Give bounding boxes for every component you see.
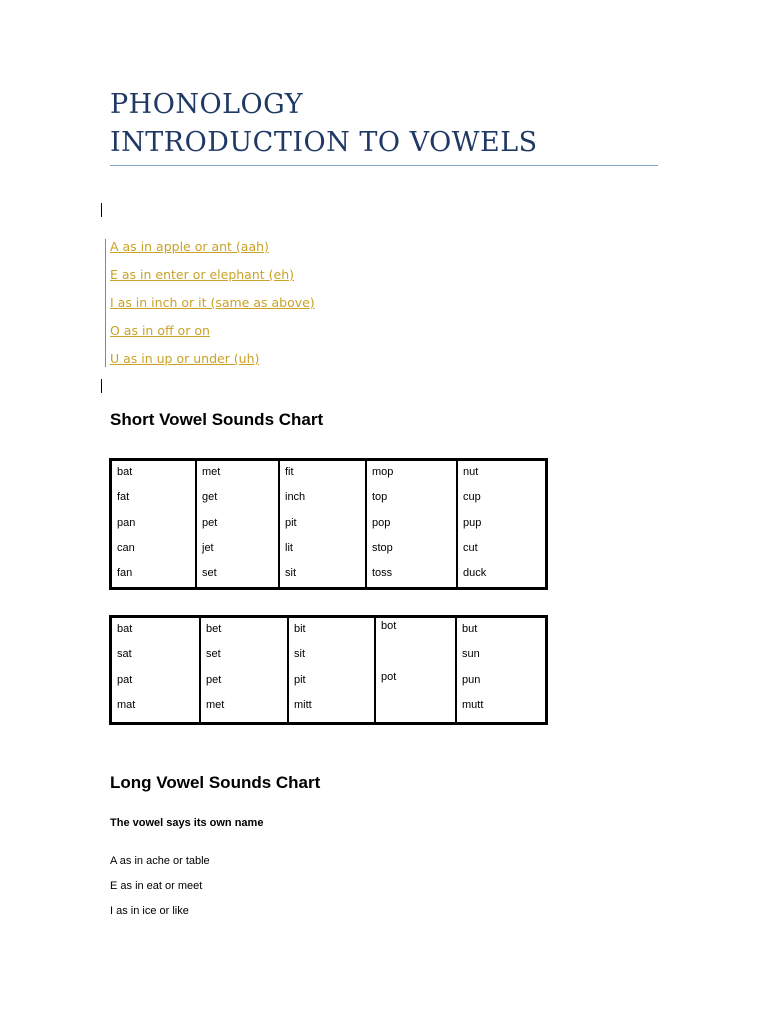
table-cell: cut	[463, 541, 478, 554]
table-cell: jet	[202, 541, 214, 554]
table-cell: pat	[117, 673, 133, 686]
table-cell: bot	[381, 620, 397, 632]
short-vowel-links	[110, 239, 315, 379]
table-cell: mat	[117, 698, 136, 711]
table-column	[456, 617, 546, 723]
table-column	[279, 460, 366, 588]
vowel-link-u[interactable]: U as in up or under (uh)	[110, 351, 260, 366]
vowel-link-o[interactable]: O as in off or on	[110, 323, 210, 338]
table-column	[366, 460, 457, 588]
table-cell: pet	[206, 673, 222, 686]
short-vowel-table-2	[109, 615, 548, 725]
table-cell: can	[117, 541, 135, 554]
table-cell: toss	[372, 567, 393, 580]
table-cell: pit	[285, 516, 297, 529]
table-cell: but	[462, 623, 478, 635]
table-column	[457, 460, 546, 588]
table-cell: set	[202, 567, 217, 580]
table-cell: bat	[117, 623, 133, 635]
table-cell	[381, 694, 455, 719]
table-cell: pup	[463, 516, 482, 529]
table-cell: get	[202, 491, 218, 504]
long-vowel-subheading: The vowel says its own name	[110, 817, 264, 829]
table-cell: pet	[202, 516, 218, 529]
table-cell: stop	[372, 541, 393, 554]
short-vowel-heading: Short Vowel Sounds Chart	[110, 410, 324, 429]
page-title-line-2: INTRODUCTION TO VOWELS	[110, 127, 538, 158]
table-cell: sit	[285, 567, 296, 580]
table-column	[288, 617, 375, 723]
table-cell: mutt	[462, 698, 484, 711]
table-cell: mitt	[294, 698, 312, 711]
short-vowel-table-1	[109, 458, 548, 590]
table-column	[111, 460, 196, 588]
table-cell: bit	[294, 623, 306, 635]
table-cell: sit	[294, 648, 305, 661]
table-cell: set	[206, 648, 221, 661]
table-cell: bat	[117, 466, 133, 478]
text-cursor	[101, 379, 102, 393]
table-column	[196, 460, 279, 588]
vowel-link-a[interactable]: A as in apple or ant (aah)	[110, 239, 269, 254]
table-cell: bet	[206, 623, 222, 635]
selection-bar	[105, 239, 106, 367]
table-cell: lit	[285, 541, 293, 554]
table-cell: pop	[372, 516, 391, 529]
list-item: A as in ache or table	[110, 855, 210, 867]
title-divider	[110, 165, 658, 166]
table-cell: nut	[463, 466, 479, 478]
page-title-line-1: PHONOLOGY	[110, 89, 304, 120]
table-cell: top	[372, 491, 388, 504]
table-cell	[381, 643, 455, 668]
table-cell: sun	[462, 648, 480, 661]
list-item: I as in ice or like	[110, 905, 189, 917]
table-cell: fan	[117, 567, 133, 580]
table-cell: pot	[381, 670, 397, 683]
vowel-link-i[interactable]: I as in inch or it (same as above)	[110, 295, 315, 310]
table-cell: met	[202, 466, 221, 478]
text-cursor	[101, 203, 102, 217]
table-cell: cup	[463, 491, 481, 504]
long-vowel-list	[110, 855, 210, 930]
table-cell: fit	[285, 466, 294, 478]
table-cell: met	[206, 698, 225, 711]
list-item: E as in eat or meet	[110, 880, 203, 892]
table-cell: pit	[294, 673, 306, 686]
table-cell: fat	[117, 491, 130, 504]
vowel-link-e[interactable]: E as in enter or elephant (eh)	[110, 267, 294, 282]
table-column	[111, 617, 200, 723]
table-column	[375, 617, 456, 723]
long-vowel-heading: Long Vowel Sounds Chart	[110, 773, 321, 792]
table-cell: mop	[372, 466, 394, 478]
table-cell: sat	[117, 648, 132, 661]
table-column	[200, 617, 288, 723]
table-cell: inch	[285, 491, 306, 504]
table-cell: pan	[117, 516, 136, 529]
table-cell: duck	[463, 567, 487, 580]
table-cell: pun	[462, 673, 481, 686]
